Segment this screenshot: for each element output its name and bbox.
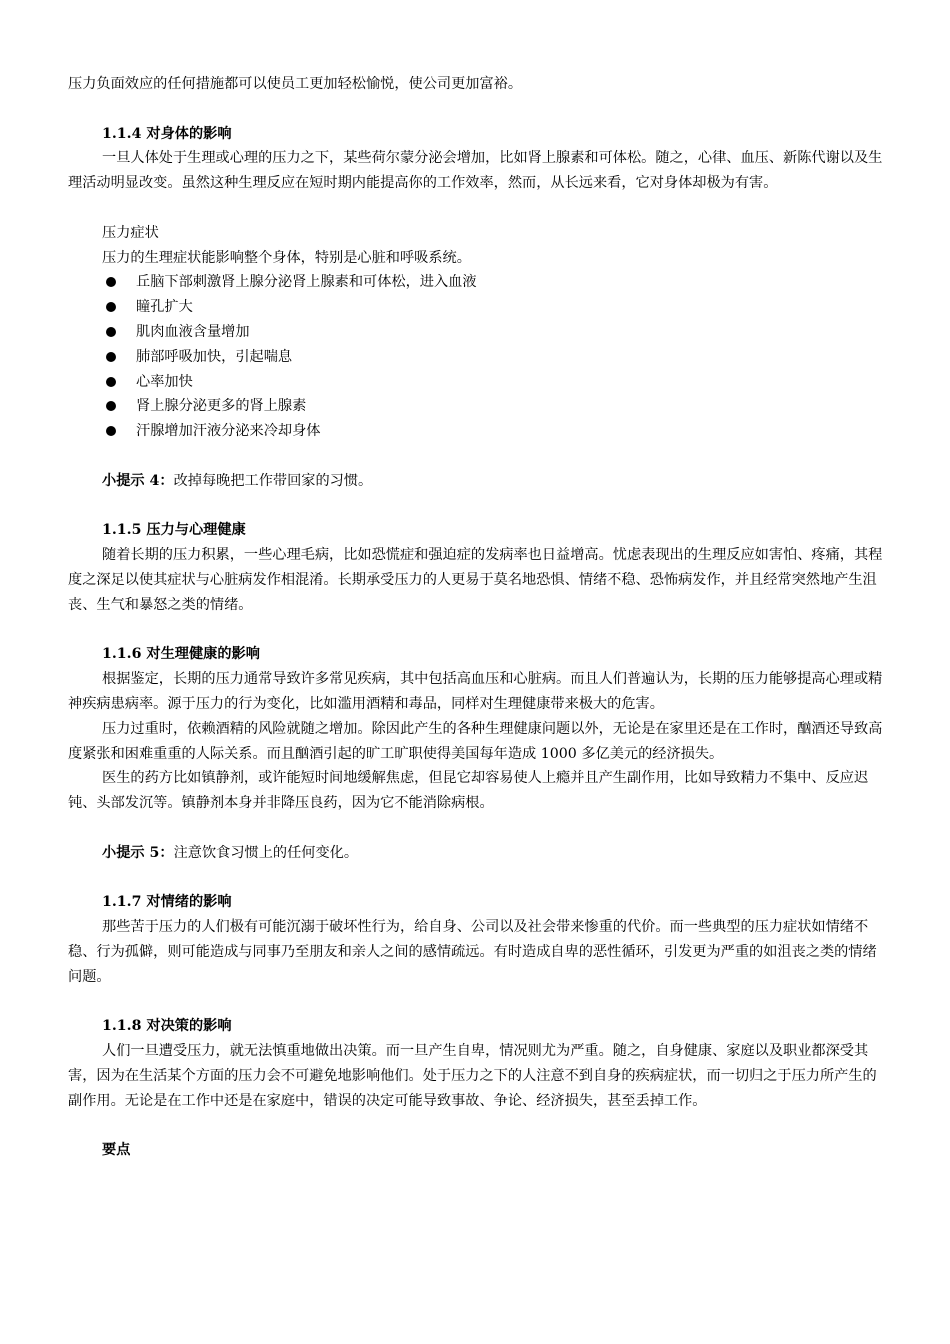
bullet-icon: [106, 401, 116, 411]
list-item: 瞳孔扩大: [68, 295, 888, 320]
spacer: [68, 494, 888, 519]
section-heading-1-1-4: 1.1.4 对身体的影响: [102, 125, 232, 142]
spacer: [68, 444, 888, 469]
bullet-icon: [106, 377, 116, 387]
bullet-icon: [106, 277, 116, 287]
section-1-1-6-paragraph-3: 医生的药方比如镇静剂，或许能短时间地缓解焦虑，但昆它却容易使人上瘾并且产生副作用，比如导致精力不集中、反应迟钝、头部发沉等。镇静剂本身并非降压良药，因为它不能消除病根。: [68, 770, 869, 812]
section-heading-1-1-5: 1.1.5 压力与心理健康: [102, 522, 246, 539]
spacer: [68, 1113, 888, 1138]
list-item: 心率加快: [68, 370, 888, 395]
document-page: [68, 72, 888, 1163]
bullet-icon: [106, 302, 116, 312]
tip-4: [102, 469, 888, 494]
tip-4-text: 改掉每晚把工作带回家的习惯。: [173, 472, 373, 489]
section-heading-1-1-7: 1.1.7 对情绪的影响: [102, 894, 232, 911]
section-heading-1-1-6: 1.1.6 对生理健康的影响: [102, 646, 260, 663]
bullet-icon: [106, 327, 116, 337]
tip-5: [102, 841, 888, 866]
bullet-icon: [106, 352, 116, 362]
section-heading-1-1-8: 1.1.8 对决策的影响: [102, 1018, 232, 1035]
bullet-icon: [106, 426, 116, 436]
spacer: [68, 866, 888, 891]
tip-5-label: 小提示 5：: [102, 844, 174, 861]
section-1-1-8-paragraph: 人们一旦遭受压力，就无法慎重地做出决策。而一旦产生自卑，情况则尤为严重。随之，自身健康、家庭以及职业都深受其害，因为在生活某个方面的压力会不可避免地影响他们。处于压力之下的人注意不到自身的疾病症状，而一切归之于压力所产生的副作用。无论是在工作中还是在家庭中，错误的决定可能导致事故、争论、经济损失，甚至丢掉工作。: [68, 1043, 877, 1109]
tip-4-label: 小提示 4：: [102, 472, 174, 489]
spacer: [68, 989, 888, 1014]
section-1-1-6-paragraph-1: 根据鉴定，长期的压力通常导致许多常见疾病，其中包括高血压和心脏病。而且人们普遍认为，长期的压力能够提高心理或精神疾病患病率。源于压力的行为变化，比如滥用酒精和毒品，同样对生理健康带来极大的危害。: [68, 671, 883, 712]
list-item: 丘脑下部刺激肾上腺分泌肾上腺素和可体松，进入血液: [68, 270, 888, 295]
spacer: [68, 196, 888, 221]
section-1-1-5-paragraph: 随着长期的压力积累，一些心理毛病，比如恐慌症和强迫症的发病率也日益增高。忧虑表现出的生理反应如害怕、疼痛，其程度之深足以使其症状与心脏病发作相混淆。长期承受压力的人更易于莫名地恐惧、情绪不稳、恐怖病发作，并且经常突然地产生沮丧、生气和暴怒之类的情绪。: [68, 547, 883, 613]
spacer: [68, 618, 888, 643]
section-1-1-7-paragraph: 那些苦于压力的人们极有可能沉溺于破坏性行为，给自身、公司以及社会带来惨重的代价。而一些典型的压力症状如情绪不稳、行为孤僻，则可能造成与同事乃至朋友和亲人之间的感情疏远。有时造成自卑的恶性循环，引发更为严重的如沮丧之类的情绪问题。: [68, 919, 877, 985]
list-item: 汗腺增加汗液分泌来冷却身体: [68, 419, 888, 444]
list-item: 肌肉血液含量增加: [68, 320, 888, 345]
intro-paragraph: 压力负面效应的任何措施都可以使员工更加轻松愉悦，使公司更加富裕。: [68, 76, 523, 92]
section-1-1-4-paragraph: 一旦人体处于生理或心理的压力之下，某些荷尔蒙分泌会增加，比如肾上腺素和可体松。随之，心律、血压、新陈代谢以及生理活动明显改变。虽然这种生理反应在短时期内能提高你的工作效率，然而，从长远来看，它对身体却极为有害。: [68, 150, 883, 192]
list-item: 肾上腺分泌更多的肾上腺素: [68, 394, 888, 419]
spacer: [68, 816, 888, 841]
list-item: 肺部呼吸加快，引起喘息: [68, 345, 888, 370]
keypoints-heading: 要点: [102, 1142, 131, 1159]
section-1-1-6-paragraph-2: 压力过重时，依赖酒精的风险就随之增加。除因此产生的各种生理健康问题以外，无论是在家里还是在工作时，酗酒还导致高度紧张和困难重重的人际关系。而且酗酒引起的旷工旷职使得美国每年造成 1000 多亿美元的经济损失。: [68, 720, 883, 762]
symptoms-title: 压力症状: [102, 224, 159, 241]
symptoms-list: [68, 270, 888, 444]
symptoms-lead: 压力的生理症状能影响整个身体，特别是心脏和呼吸系统。: [102, 249, 471, 266]
spacer: [68, 97, 888, 122]
tip-5-text: 注意饮食习惯上的任何变化。: [173, 844, 359, 861]
